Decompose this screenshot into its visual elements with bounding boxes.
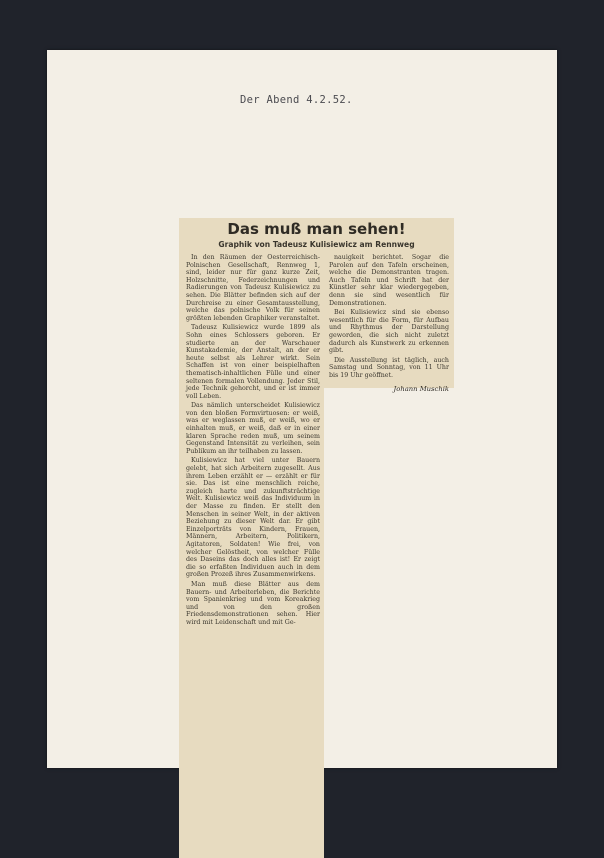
typed-source-note: Der Abend 4.2.52.: [240, 94, 353, 106]
article-paragraph: Man muß diese Blätter aus dem Bauern- und Arbeiterleben, die Berichte vom Spanienkrieg und vom Koreakrieg und von den großen Friedensdemonstrationen sehen. Hier wird mit Leidenschaft und mit Ge-: [186, 580, 320, 626]
article-paragraph: Die Ausstellung ist täglich, auch Samstag und Sonntag, von 11 Uhr bis 19 Uhr geöffnet.: [329, 356, 449, 379]
article-headline: Das muß man sehen!: [227, 220, 406, 238]
article-right-column: [329, 254, 449, 393]
article-author: Johann Muschik: [393, 384, 449, 393]
newspaper-clipping: [179, 218, 454, 648]
article-paragraph: Kulisiewicz hat viel unter Bauern gelebt, hat sich Arbeitern zugesellt. Aus ihrem Leben erzählt er — erzählt er für sie. Das ist eine menschlich reiche, zugleich harte und zukunftsträchtige Welt. Kulisiewicz weiß das Individuum in der Masse zu finden. Er stellt den Menschen in seiner Welt, in der aktiven Beziehung zu dieser Welt dar. Er gibt Einzelporträts von Kindern, Frauen, Männern, Arbeitern, Politikern, Agitatoren, Soldaten! Wie frei, von welcher Gelöstheit, von welcher Fülle des Daseins das doch alles ist! Er zeigt die so erfaßten Individuen auch in dem großen Prozeß ihres Zusammenwirkens.: [186, 457, 320, 579]
article-paragraph: nauigkeit berichtet. Sogar die Parolen auf den Tafeln erscheinen, welche die Demonstranten tragen. Auch Tafeln und Schrift hat der Künstler sehr klar wiedergegeben, denn sie sind wesentlich für Demonstrationen.: [329, 254, 449, 307]
article-left-column: [186, 254, 320, 629]
article-subheadline: Graphik von Tadeusz Kulisiewicz am Rennweg: [218, 240, 415, 249]
article-paragraph: In den Räumen der Oesterreichisch-Polnischen Gesellschaft, Rennweg 1, sind, leider nur für ganz kurze Zeit, Holzschnitte, Federzeichnungen und Radierungen von Tadeusz Kulisiewicz zu sehen. Die Blätter befinden sich auf der Durchreise zu einer Gesamtausstellung, welche das polnische Volk für seinen größten lebenden Graphiker veranstaltet.: [186, 254, 320, 322]
article-paragraph: Das nämlich unterscheidet Kulisiewicz von den bloßen Formvirtuosen: er weiß, was er weglassen muß, er weiß, wo er einhalten muß, er weiß, daß er in einer klaren Sprache reden muß, um seinem Gegenstand Intensität zu verleihen, sein Publikum an ihr teilhaben zu lassen.: [186, 402, 320, 455]
article-paragraph: Bei Kulisiewicz sind sie ebenso wesentlich für die Form, für Aufbau und Rhythmus der Darstellung geworden, die sich nicht zuletzt dadurch als Kunstwerk zu erkennen gibt.: [329, 309, 449, 355]
article-paragraph: Tadeusz Kulisiewicz wurde 1899 als Sohn eines Schlossers geboren. Er studierte an der Warschauer Kunstakademie, der Anstalt, an der er heute selbst als Lehrer wirkt. Sein Schaffen ist von einer beispielhaften thematisch-inhaltlichen Fülle und einer seltenen formalen Vollendung. Jeder Stil, jede Technik gehorcht, und er ist immer voll Leben.: [186, 324, 320, 400]
